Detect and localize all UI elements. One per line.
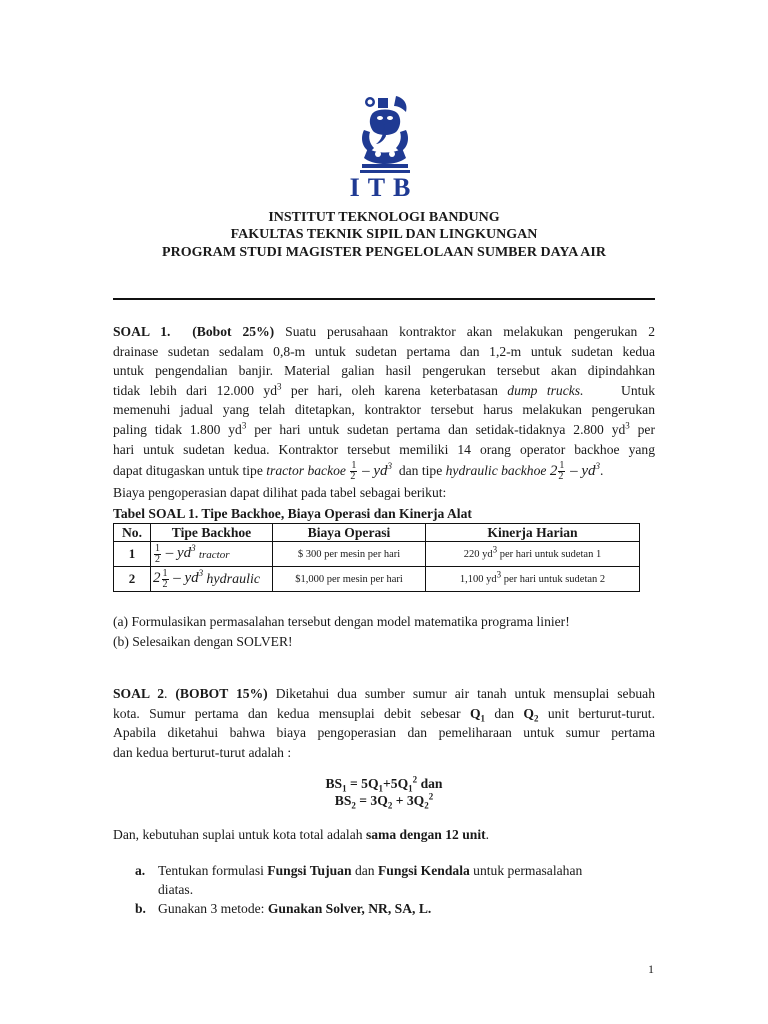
subscript: 1: [408, 783, 413, 794]
frac-num: 1: [351, 460, 357, 472]
page-number: 1: [648, 962, 654, 976]
soal1-line: untuk pengendalian banjir. Material galian hasil pengerukan tersebut akan dipindahkan: [113, 363, 655, 379]
soal1-line: dan tipe: [398, 463, 446, 479]
soal1-line: per: [629, 421, 655, 437]
subscript: 2: [351, 800, 356, 811]
table-header-cell: Biaya Operasi: [273, 524, 426, 542]
table-header-cell: Kinerja Harian: [426, 524, 640, 542]
eq-term: + 3Q: [392, 793, 425, 808]
superscript: 3: [241, 420, 247, 431]
table-cell-type: [151, 542, 273, 567]
eq-term: BS: [334, 793, 352, 808]
soal2-line: unit berturut-turut.: [538, 705, 655, 721]
math-dash: –: [570, 463, 578, 480]
superscript: 3: [595, 461, 600, 472]
subscript: 2: [424, 800, 429, 811]
task-text: Tentukan formulasi: [158, 863, 268, 878]
math-yd: yd: [373, 463, 388, 480]
soal1-line: tidak lebih dari 12.000 yd: [113, 382, 278, 398]
soal2-line: Apabila diketahui bahwa biaya pengoperasian dan pemeliharaan untuk sumur pertama: [113, 725, 655, 741]
soal1-line: per hari, oleh karena keterbatasan: [281, 382, 508, 398]
frac-num: 1: [559, 460, 565, 472]
math-yd: yd: [184, 570, 199, 587]
task-text: untuk permasalahan: [469, 863, 583, 878]
table-header-cell: No.: [114, 524, 151, 542]
superscript: 3: [625, 420, 630, 431]
soal1-line: memenuhi jadual yang telah ditetapkan, kontraktor tersebut harus melakukan pengerukan: [113, 402, 655, 418]
math-2half-yd3: [153, 567, 204, 590]
superscript: 3: [496, 569, 502, 579]
table-cell-no: 1: [114, 542, 151, 567]
soal1-weight: (Bobot 25%): [192, 324, 275, 339]
frac-den: 2: [350, 471, 356, 483]
frac-num: 1: [162, 567, 168, 579]
math-dash: –: [165, 545, 174, 562]
eq-term: = 3Q: [355, 793, 388, 808]
table-row: [114, 542, 640, 567]
table-cell-performance: [426, 542, 640, 567]
math-half-yd3: [349, 460, 393, 483]
superscript: 3: [387, 461, 393, 472]
subscript: 2: [533, 713, 539, 724]
math-2half-yd3: [549, 460, 600, 483]
soal1-line: Untuk: [621, 382, 655, 398]
soal1-line: paling tidak 1.800 yd: [113, 421, 242, 437]
tractor-backhoe-term: tractor backoe: [266, 463, 346, 479]
soal1-line: Suatu perusahaan kontraktor akan melakukan pengerukan 2: [285, 324, 656, 339]
math-dash: –: [173, 570, 181, 587]
table-caption: Tabel SOAL 1. Tipe Backhoe, Biaya Operasi dan Kinerja Alat: [113, 506, 472, 521]
math-half-yd3: [153, 542, 196, 565]
math-dash: –: [362, 463, 370, 480]
soal2-paragraph: SOAL 2. (BOBOT 15%) Diketahui dua sumber sumur air tanah untuk mensuplai sebuah kota. Sumur pertama dan kedua mensuplai debit sebesar $Q_1$ dan $Q_2$ unit berturut-turut. Apabila diketahui bahwa biaya pengoperasian dan pemeliharaan untuk sumur pertama dan kedua berturut-turut adalah :: [113, 686, 655, 760]
perf-text: per hari untuk sudetan 2: [501, 573, 606, 585]
subscript: 1: [480, 713, 486, 724]
superscript: 2: [412, 774, 418, 785]
task-b: [135, 899, 655, 918]
math-whole: 2: [153, 570, 161, 587]
dump-trucks-term: dump trucks.: [507, 382, 584, 398]
task-text: dan: [351, 863, 378, 878]
demand-emphasis: sama dengan 12 unit: [365, 827, 486, 842]
math-whole: 2: [549, 463, 558, 480]
task-a: [135, 861, 655, 899]
subscript: 1: [342, 783, 347, 794]
q-symbol: Q: [469, 705, 481, 721]
equation-bs2: [0, 792, 768, 809]
question-a: (a) Formulasikan permasalahan tersebut dengan model matematika programa linier!: [113, 614, 570, 629]
task-label: a.: [135, 863, 146, 878]
task-emphasis: Gunakan Solver, NR, SA, L.: [267, 901, 432, 916]
table-header-cell: Tipe Backhoe: [151, 524, 273, 542]
table-row: [114, 567, 640, 592]
demand-text: Dan, kebutuhan suplai untuk kota total adalah: [113, 827, 366, 842]
table-cell-cost: $1,000 per mesin per hari: [273, 567, 426, 592]
eq-term: +5Q: [383, 776, 409, 791]
table-header-row: [114, 524, 640, 542]
table-cell-cost: $ 300 per mesin per hari: [273, 542, 426, 567]
question-b: (b) Selesaikan dengan SOLVER!: [113, 633, 293, 649]
superscript: 3: [191, 543, 196, 554]
logo-text: ITB: [349, 173, 419, 202]
soal2-line: Diketahui dua sumber sumur air tanah untuk mensuplai sebuah: [275, 686, 655, 701]
demand-sentence: [113, 825, 655, 845]
frac-num: 1: [155, 542, 160, 554]
soal2-label: SOAL 2: [113, 686, 165, 701]
soal2-line: dan: [485, 705, 524, 721]
task-emphasis: Fungsi Tujuan: [267, 863, 352, 878]
task-label: b.: [135, 901, 146, 916]
itb-ganesha-logo-icon: [358, 94, 412, 174]
eq-term: = 5Q: [346, 776, 379, 791]
superscript: 3: [492, 544, 498, 554]
header-divider: [113, 298, 655, 300]
soal1-line: Biaya pengoperasian dapat dilihat pada tabel sebagai berikut:: [113, 485, 447, 501]
frac-den: 2: [162, 578, 168, 590]
soal2-line: kota. Sumur pertama dan kedua mensuplai debit sebesar: [113, 705, 470, 721]
eq-term: BS: [325, 776, 343, 791]
task-text: diatas.: [158, 882, 194, 897]
frac-den: 2: [558, 471, 564, 483]
math-yd: yd: [581, 463, 596, 480]
table-cell-performance: [426, 567, 640, 592]
soal1-paragraph: SOAL 1. (Bobot 25%) Suatu perusahaan kontraktor akan melakukan pengerukan 2 drainase sudetan sedalam 0,8-m untuk sudetan pertama dan 1,2-m untuk sudetan kedua untuk pengendalian banjir. Material galian hasil pengerukan tersebut akan dipindahkan tidak lebih dari 12.000 $yd^3$ per hari, oleh karena keterbatasan dump trucks. Untuk memenuhi jadual yang telah ditetapkan, kontraktor tersebut harus melakukan pengerukan paling tidak 1.800 $yd^3$ per hari untuk sudetan pertama dan setidak-tidaknya 2.800 $yd^3$ per hari untuk sudetan kedua. Kontraktor tersebut memiliki 14 orang operator backhoe yang dapat ditugaskan untuk tipe tractor backoe $\frac{1}{2}$ – $yd^3$ dan tipe hydraulic backhoe 2 $\frac{1}{2}$ – $yd^3$. Biaya pengoperasian dapat dilihat pada tabel sebagai berikut:: [113, 324, 656, 501]
superscript: 3: [277, 381, 282, 392]
soal1-questions: [113, 612, 655, 651]
frac-den: 2: [155, 553, 160, 565]
soal2-weight: (BOBOT 15%): [175, 686, 268, 701]
hydraulic-backhoe-term: hydraulic backhoe: [445, 463, 547, 479]
type-word: tractor: [198, 548, 230, 561]
table-cell-type: [151, 567, 273, 592]
task-emphasis: Fungsi Kendala: [377, 863, 470, 878]
perf-text: per hari untuk sudetan 1: [497, 548, 602, 560]
perf-value: 1,100 yd: [459, 573, 497, 585]
perf-value: 220 yd: [463, 548, 493, 560]
type-word: hydraulic: [206, 571, 261, 587]
subscript: 1: [378, 783, 384, 794]
soal1-line: hari untuk sudetan kedua. Kontraktor tersebut memiliki 14 orang operator backhoe yang: [113, 441, 655, 457]
table-cell-no: 2: [114, 567, 151, 592]
soal1-label: SOAL 1.: [113, 324, 171, 339]
soal1-line: per hari untuk sudetan pertama dan setidak-tidaknya 2.800 yd: [246, 421, 626, 437]
superscript: 3: [198, 568, 204, 579]
soal2-line: dan kedua berturut-turut adalah :: [113, 744, 292, 760]
backhoe-table: [113, 523, 640, 592]
task-text: Gunakan 3 metode:: [158, 901, 268, 916]
faculty-name: FAKULTAS TEKNIK SIPIL DAN LINGKUNGAN: [230, 227, 538, 242]
eq-term: dan: [417, 776, 443, 791]
soal1-line: dapat ditugaskan untuk tipe: [113, 463, 267, 479]
subscript: 2: [387, 800, 393, 811]
superscript: 2: [428, 791, 434, 802]
q-symbol: Q: [523, 705, 534, 721]
math-yd: yd: [177, 545, 192, 562]
soal1-line: drainase sudetan sedalam 0,8-m untuk sudetan pertama dan 1,2-m untuk sudetan kedua: [113, 343, 655, 359]
equation-bs1: [0, 775, 768, 792]
institute-name: INSTITUT TEKNOLOGI BANDUNG: [268, 210, 500, 225]
demand-text: .: [485, 827, 490, 842]
program-name: PROGRAM STUDI MAGISTER PENGELOLAAN SUMBER DAYA AIR: [162, 245, 606, 260]
